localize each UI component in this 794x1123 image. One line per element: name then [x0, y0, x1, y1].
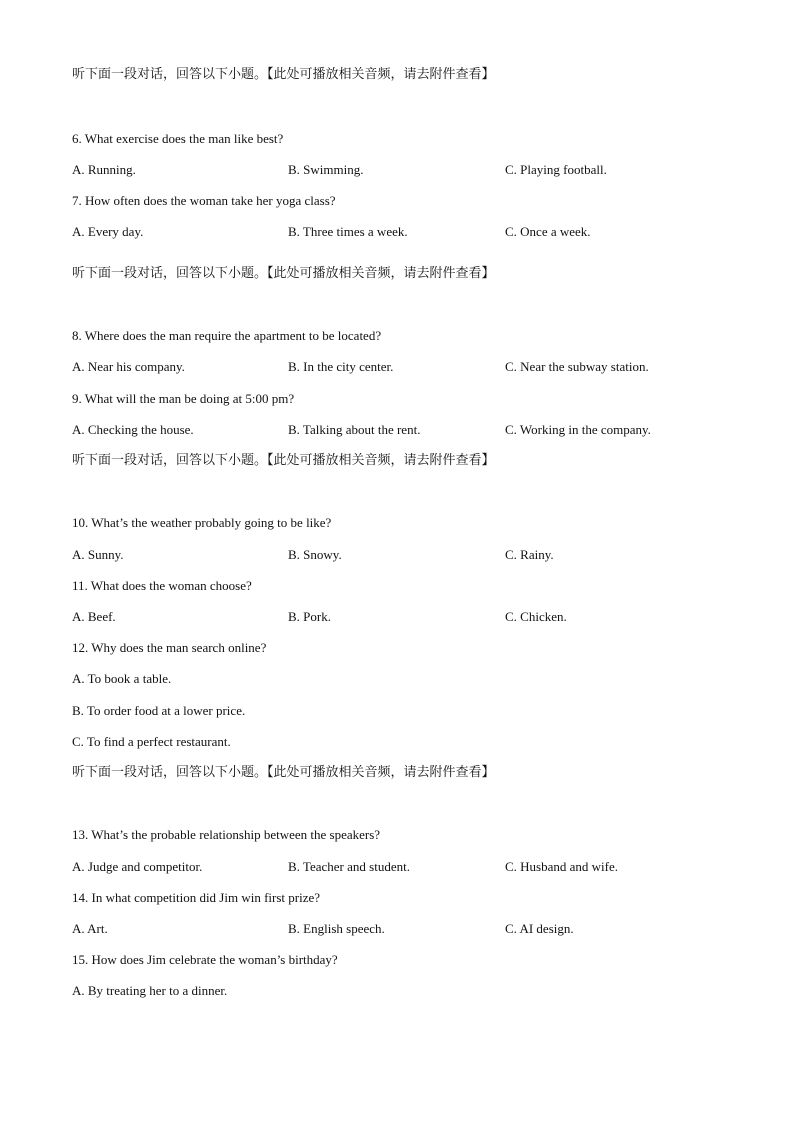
option-a[interactable]: A. Every day. — [72, 224, 144, 239]
question-stem: 8. Where does the man require the apartment to be located? — [72, 328, 382, 343]
option-a[interactable]: A. Art. — [72, 921, 108, 936]
option-b[interactable]: B. To order food at a lower price. — [72, 703, 246, 718]
section-instruction: 听下面一段对话，回答以下小题。【此处可播放相关音频，请去附件查看】 — [72, 765, 495, 780]
option-c[interactable]: C. Rainy. — [505, 547, 554, 562]
option-b[interactable]: B. Swimming. — [288, 162, 364, 177]
option-c[interactable]: C. To find a perfect restaurant. — [72, 734, 231, 749]
option-c[interactable]: C. AI design. — [505, 921, 574, 936]
option-c[interactable]: C. Husband and wife. — [505, 859, 619, 874]
option-row — [72, 224, 752, 240]
option-b[interactable]: B. Three times a week. — [288, 224, 408, 239]
question-stem: 15. How does Jim celebrate the woman’s birthday? — [72, 952, 338, 967]
question-stem: 12. Why does the man search online? — [72, 640, 267, 655]
option-b[interactable]: B. Talking about the rent. — [288, 422, 421, 437]
option-c[interactable]: C. Working in the company. — [505, 422, 651, 437]
option-a[interactable]: A. Sunny. — [72, 547, 124, 562]
option-c[interactable]: C. Chicken. — [505, 609, 567, 624]
option-c[interactable]: C. Once a week. — [505, 224, 591, 239]
option-a[interactable]: A. To book a table. — [72, 671, 172, 686]
option-b[interactable]: B. Snowy. — [288, 547, 342, 562]
option-row — [72, 609, 752, 625]
section-instruction: 听下面一段对话，回答以下小题。【此处可播放相关音频，请去附件查看】 — [72, 453, 495, 468]
question-stem: 13. What’s the probable relationship between the speakers? — [72, 827, 381, 842]
option-b[interactable]: B. English speech. — [288, 921, 385, 936]
option-a[interactable]: A. By treating her to a dinner. — [72, 983, 228, 998]
question-stem: 6. What exercise does the man like best? — [72, 131, 284, 146]
option-b[interactable]: B. Pork. — [288, 609, 331, 624]
section-instruction: 听下面一段对话，回答以下小题。【此处可播放相关音频，请去附件查看】 — [72, 67, 495, 82]
option-row — [72, 422, 752, 438]
option-a[interactable]: A. Checking the house. — [72, 422, 194, 437]
option-row — [72, 859, 752, 875]
question-stem: 14. In what competition did Jim win first prize? — [72, 890, 321, 905]
option-a[interactable]: A. Running. — [72, 162, 136, 177]
option-b[interactable]: B. In the city center. — [288, 359, 394, 374]
question-stem: 7. How often does the woman take her yoga class? — [72, 193, 336, 208]
option-row — [72, 359, 752, 375]
option-row — [72, 547, 752, 563]
option-row — [72, 162, 752, 178]
option-c[interactable]: C. Playing football. — [505, 162, 607, 177]
option-b[interactable]: B. Teacher and student. — [288, 859, 410, 874]
question-stem: 11. What does the woman choose? — [72, 578, 252, 593]
option-row — [72, 921, 752, 937]
option-a[interactable]: A. Judge and competitor. — [72, 859, 203, 874]
option-a[interactable]: A. Beef. — [72, 609, 116, 624]
option-c[interactable]: C. Near the subway station. — [505, 359, 649, 374]
section-instruction: 听下面一段对话，回答以下小题。【此处可播放相关音频，请去附件查看】 — [72, 266, 495, 281]
question-stem: 9. What will the man be doing at 5:00 pm? — [72, 391, 295, 406]
question-stem: 10. What’s the weather probably going to be like? — [72, 515, 332, 530]
option-a[interactable]: A. Near his company. — [72, 359, 185, 374]
